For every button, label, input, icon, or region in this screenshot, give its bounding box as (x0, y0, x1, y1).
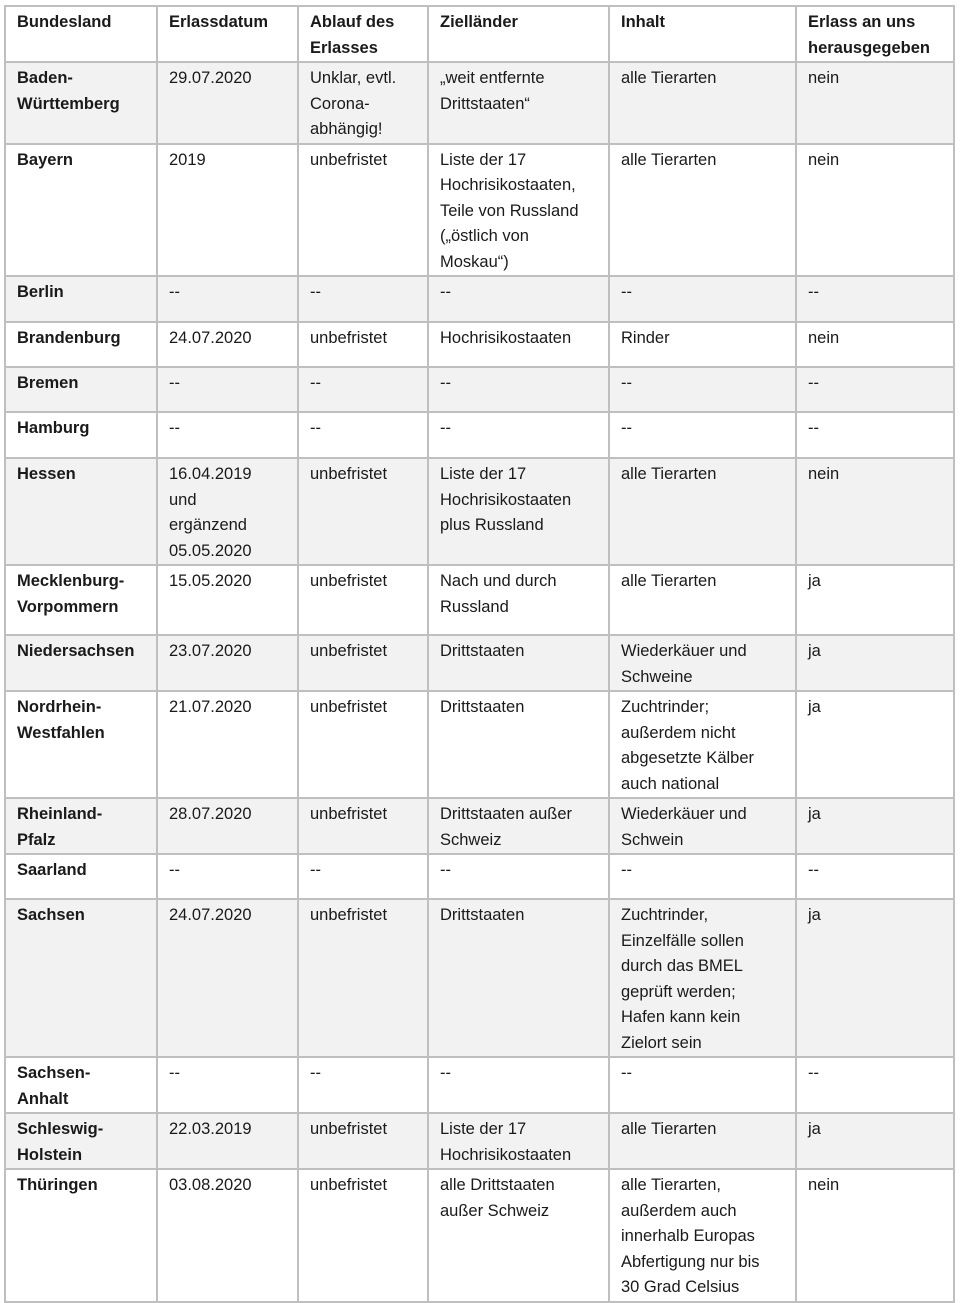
table-row (5, 322, 954, 367)
cell-ablauf: -- (298, 367, 428, 412)
cell-bundesland: Hamburg (5, 412, 157, 458)
cell-bundesland: Saarland (5, 854, 157, 899)
cell-ablauf: -- (298, 412, 428, 458)
cell-ziellaender: -- (428, 276, 609, 322)
table-row (5, 62, 954, 144)
cell-ablauf: unbefristet (298, 691, 428, 798)
table-row (5, 367, 954, 412)
cell-bundesland: Mecklenburg- Vorpommern (5, 565, 157, 635)
table-row (5, 635, 954, 691)
cell-ziellaender: -- (428, 1057, 609, 1113)
cell-ziellaender: -- (428, 412, 609, 458)
table-row (5, 412, 954, 458)
cell-erlassdatum: -- (157, 854, 298, 899)
cell-ablauf: -- (298, 854, 428, 899)
cell-inhalt: alle Tierarten (609, 144, 796, 277)
cell-ablauf: unbefristet (298, 1113, 428, 1169)
cell-ziellaender: Liste der 17 Hochrisikostaaten, Teile von Russland („östlich von Moskau“) (428, 144, 609, 277)
cell-ablauf: Unklar, evtl. Corona- abhängig! (298, 62, 428, 144)
cell-erlassdatum: 2019 (157, 144, 298, 277)
cell-erlassdatum: 16.04.2019 und ergänzend 05.05.2020 (157, 458, 298, 565)
table-row (5, 1113, 954, 1169)
cell-inhalt: Rinder (609, 322, 796, 367)
cell-bundesland: Baden- Württemberg (5, 62, 157, 144)
cell-ablauf: unbefristet (298, 322, 428, 367)
cell-erlass-herausgegeben: ja (796, 635, 954, 691)
cell-inhalt: -- (609, 1057, 796, 1113)
cell-erlassdatum: 29.07.2020 (157, 62, 298, 144)
cell-ablauf: unbefristet (298, 1169, 428, 1302)
cell-erlassdatum: 24.07.2020 (157, 322, 298, 367)
cell-bundesland: Schleswig- Holstein (5, 1113, 157, 1169)
cell-ablauf: -- (298, 276, 428, 322)
cell-erlassdatum: 28.07.2020 (157, 798, 298, 854)
header-row (5, 6, 954, 62)
cell-inhalt: -- (609, 276, 796, 322)
cell-inhalt: Wiederkäuer und Schwein (609, 798, 796, 854)
cell-ziellaender: alle Drittstaaten außer Schweiz (428, 1169, 609, 1302)
cell-bundesland: Thüringen (5, 1169, 157, 1302)
cell-ziellaender: Drittstaaten außer Schweiz (428, 798, 609, 854)
table-row (5, 565, 954, 635)
cell-ziellaender: Liste der 17 Hochrisikostaaten plus Russland (428, 458, 609, 565)
cell-erlass-herausgegeben: -- (796, 412, 954, 458)
cell-erlass-herausgegeben: nein (796, 322, 954, 367)
header-inhalt: Inhalt (609, 6, 796, 62)
cell-ablauf: unbefristet (298, 458, 428, 565)
cell-erlass-herausgegeben: nein (796, 144, 954, 277)
cell-inhalt: -- (609, 854, 796, 899)
cell-inhalt: Wiederkäuer und Schweine (609, 635, 796, 691)
cell-inhalt: alle Tierarten (609, 62, 796, 144)
cell-erlass-herausgegeben: -- (796, 1057, 954, 1113)
cell-erlassdatum: -- (157, 1057, 298, 1113)
cell-bundesland: Bremen (5, 367, 157, 412)
cell-bundesland: Brandenburg (5, 322, 157, 367)
cell-erlass-herausgegeben: nein (796, 62, 954, 144)
cell-bundesland: Sachsen (5, 899, 157, 1057)
cell-ablauf: -- (298, 1057, 428, 1113)
cell-inhalt: -- (609, 367, 796, 412)
cell-bundesland: Rheinland- Pfalz (5, 798, 157, 854)
cell-ablauf: unbefristet (298, 144, 428, 277)
cell-ziellaender: Nach und durch Russland (428, 565, 609, 635)
cell-inhalt: alle Tierarten (609, 458, 796, 565)
cell-erlass-herausgegeben: ja (796, 565, 954, 635)
cell-inhalt: alle Tierarten (609, 1113, 796, 1169)
cell-erlassdatum: 03.08.2020 (157, 1169, 298, 1302)
cell-inhalt: -- (609, 412, 796, 458)
table-row (5, 854, 954, 899)
cell-erlass-herausgegeben: ja (796, 691, 954, 798)
table-body (5, 62, 954, 1302)
cell-ziellaender: -- (428, 367, 609, 412)
table-row (5, 276, 954, 322)
cell-erlassdatum: 15.05.2020 (157, 565, 298, 635)
header-erlassdatum: Erlassdatum (157, 6, 298, 62)
cell-erlass-herausgegeben: ja (796, 1113, 954, 1169)
cell-ziellaender: „weit entfernte Drittstaaten“ (428, 62, 609, 144)
cell-erlassdatum: -- (157, 276, 298, 322)
cell-erlass-herausgegeben: nein (796, 458, 954, 565)
header-erlass-herausgegeben: Erlass an uns herausgegeben (796, 6, 954, 62)
header-ablauf: Ablauf des Erlasses (298, 6, 428, 62)
table-row (5, 1057, 954, 1113)
cell-erlass-herausgegeben: -- (796, 367, 954, 412)
cell-inhalt: Zuchtrinder; außerdem nicht abgesetzte Kälber auch national (609, 691, 796, 798)
cell-inhalt: Zuchtrinder, Einzelfälle sollen durch das BMEL geprüft werden; Hafen kann kein Zielort sein (609, 899, 796, 1057)
table-row (5, 798, 954, 854)
cell-erlass-herausgegeben: ja (796, 899, 954, 1057)
cell-ziellaender: Drittstaaten (428, 635, 609, 691)
cell-bundesland: Sachsen- Anhalt (5, 1057, 157, 1113)
cell-erlassdatum: 22.03.2019 (157, 1113, 298, 1169)
cell-erlassdatum: -- (157, 412, 298, 458)
cell-ziellaender: Hochrisikostaaten (428, 322, 609, 367)
cell-bundesland: Nordrhein- Westfahlen (5, 691, 157, 798)
cell-inhalt: alle Tierarten, außerdem auch innerhalb Europas Abfertigung nur bis 30 Grad Celsius (609, 1169, 796, 1302)
cell-bundesland: Hessen (5, 458, 157, 565)
table-row (5, 691, 954, 798)
cell-ziellaender: Liste der 17 Hochrisikostaaten (428, 1113, 609, 1169)
table-row (5, 144, 954, 277)
table-row (5, 1169, 954, 1302)
cell-ziellaender: -- (428, 854, 609, 899)
cell-ablauf: unbefristet (298, 565, 428, 635)
cell-erlass-herausgegeben: nein (796, 1169, 954, 1302)
cell-ablauf: unbefristet (298, 798, 428, 854)
cell-erlassdatum: 21.07.2020 (157, 691, 298, 798)
cell-bundesland: Niedersachsen (5, 635, 157, 691)
cell-erlassdatum: 23.07.2020 (157, 635, 298, 691)
cell-erlassdatum: 24.07.2020 (157, 899, 298, 1057)
cell-bundesland: Bayern (5, 144, 157, 277)
cell-ziellaender: Drittstaaten (428, 899, 609, 1057)
header-ziellaender: Zielländer (428, 6, 609, 62)
erlass-table (4, 5, 955, 1303)
cell-erlass-herausgegeben: ja (796, 798, 954, 854)
table-row (5, 458, 954, 565)
header-bundesland: Bundesland (5, 6, 157, 62)
cell-erlass-herausgegeben: -- (796, 854, 954, 899)
cell-erlass-herausgegeben: -- (796, 276, 954, 322)
cell-ablauf: unbefristet (298, 635, 428, 691)
cell-bundesland: Berlin (5, 276, 157, 322)
cell-ablauf: unbefristet (298, 899, 428, 1057)
cell-erlassdatum: -- (157, 367, 298, 412)
cell-ziellaender: Drittstaaten (428, 691, 609, 798)
table-row (5, 899, 954, 1057)
cell-inhalt: alle Tierarten (609, 565, 796, 635)
